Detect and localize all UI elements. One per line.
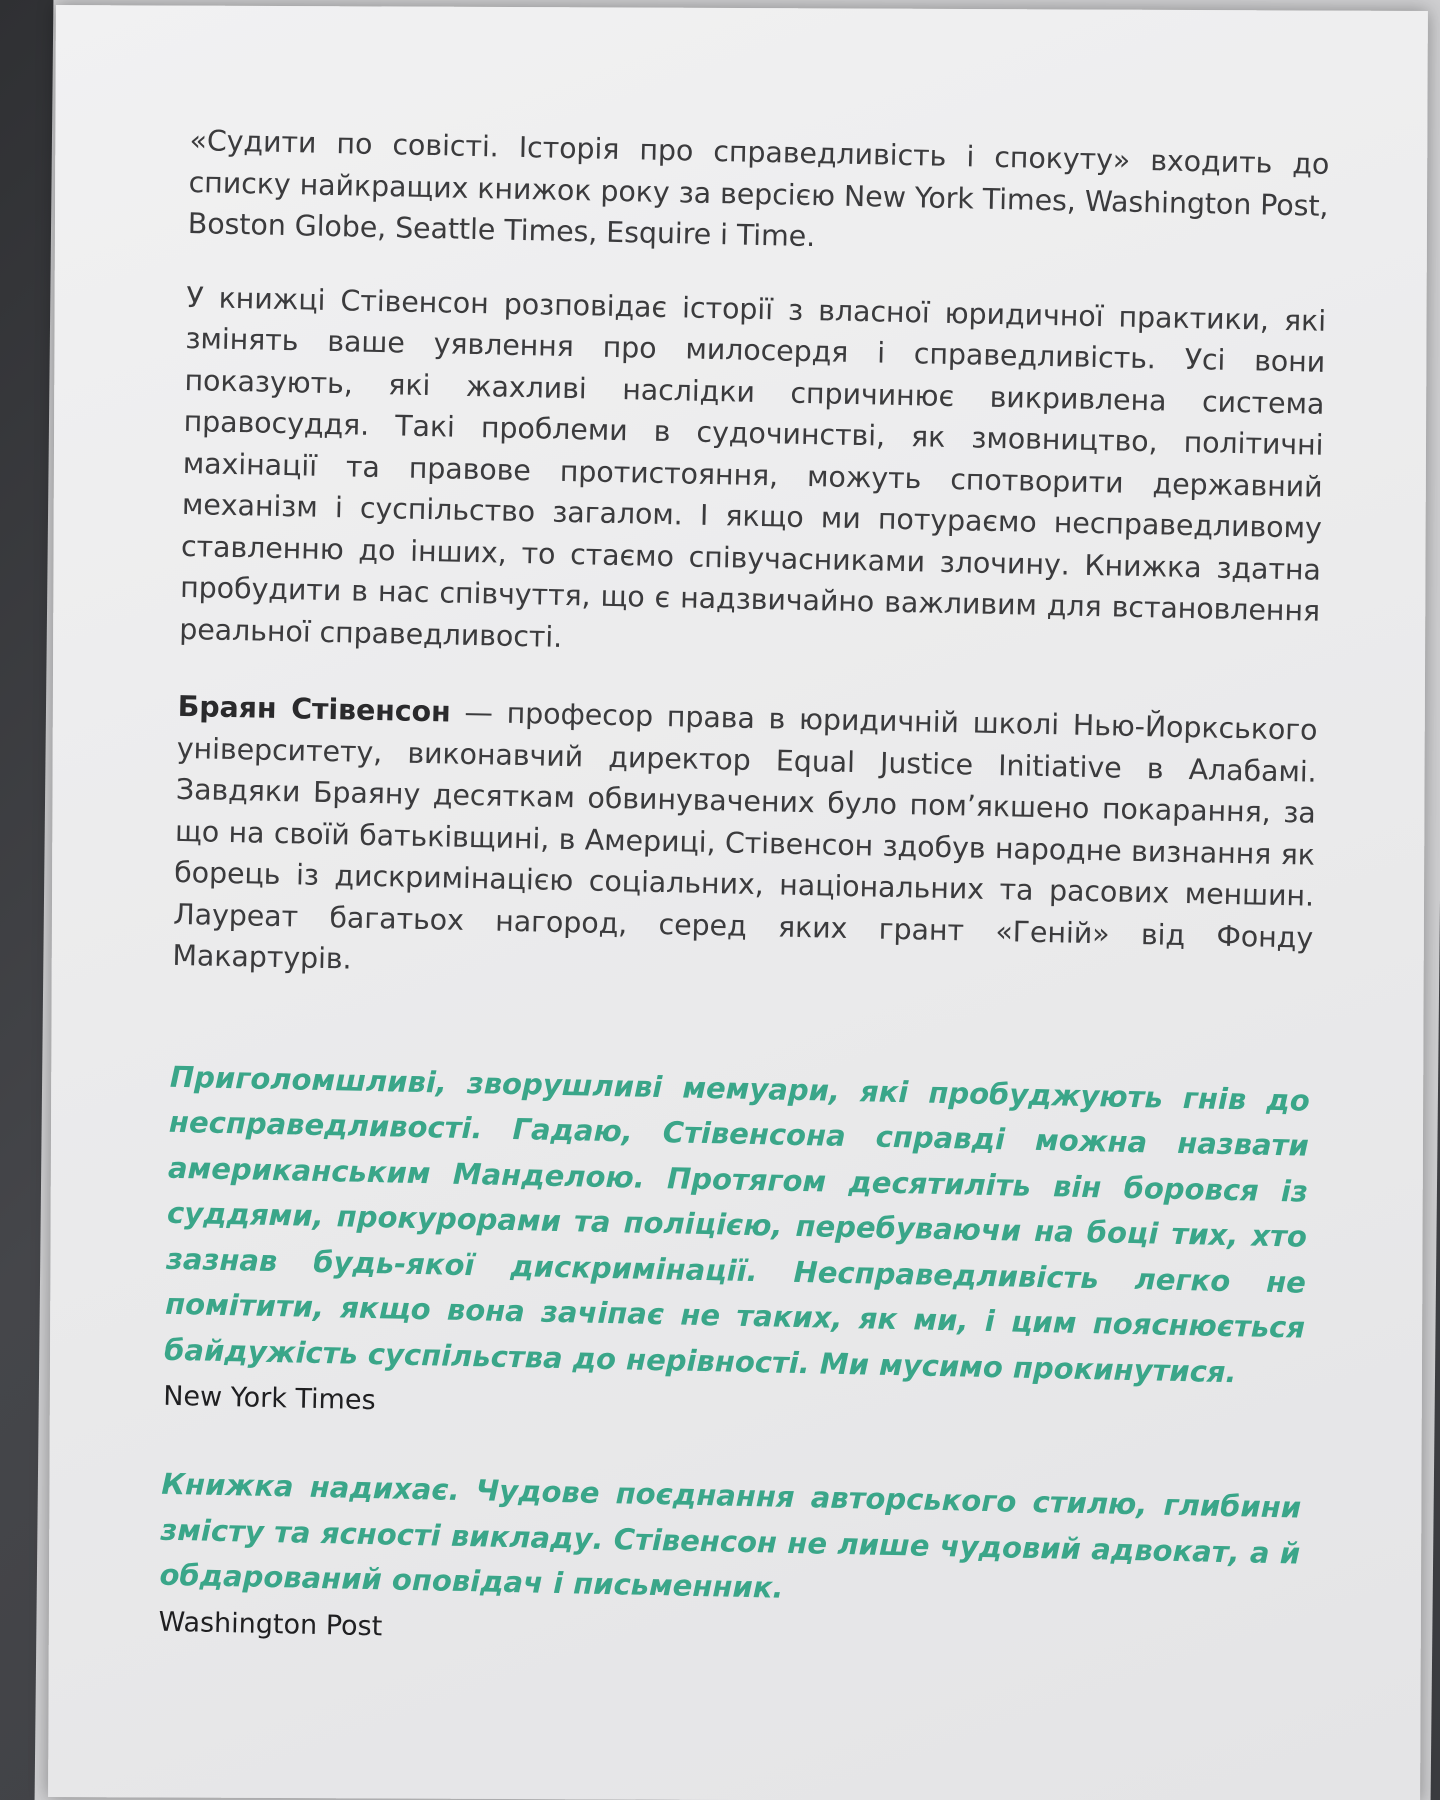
cover-text-block bbox=[158, 120, 1330, 1661]
review-source-wapo: Washington Post bbox=[158, 1606, 383, 1642]
summary-paragraph: У книжці Стівенсон розповідає історії з власної юридичної практики, які змінять ваше уявлення про милосердя і справедливість. Усі вони показують, які жахливі наслідки спричинює викривлена система правосуддя. Такі проблеми в судочинстві, як змовництво, політичні махінації та правове протистояння, можуть спотворити державний механізм і суспільство загалом. І якщо ми потураємо несправедливому ставленню до інших, то стаємо співучасниками злочину. Книжка здатна пробудити в нас співчуття, що є надзвичайно важливим для встановлення реальної справедливості. bbox=[178, 280, 1327, 654]
review-quote-nyt: Приголомшливі, зворушливі мемуари, які пробуджують гнів до несправедливості. Гадаю, Стівенсона справді можна назвати американським Манделою. Протягом десятиліть він боровся із суддями, прокурорами та поліцією, перебуваючи на боці тих, хто зазнав будь-якої дискримінації. Несправедливість легко не помітити, якщо вона зачіпає не таких, як ми, і цим пояснюється байдужість суспільства до нерівності. Ми мусимо прокинутися. bbox=[163, 1059, 1311, 1389]
author-paragraph bbox=[172, 686, 1318, 1000]
author-name: Браян Стівенсон bbox=[177, 689, 452, 729]
intro-paragraph: «Судити по совісті. Історія про справедливість і спокуту» входить до списку найкращих книжок року за версією New York Times, Washington Post, Boston Globe, Seattle Times, Esquire і Time. bbox=[187, 123, 1330, 254]
review-source-nyt: New York Times bbox=[162, 1380, 376, 1417]
review-quote-wapo: Книжка надихає. Чудове поєднання авторського стилю, глибини змісту та ясності викладу. Стівенсон не лише чудовий адвокат, а й обдарований оповідач і письменник. bbox=[159, 1466, 1302, 1605]
author-bio: — професор права в юридичній школі Нью-Йоркського університету, виконавчий директор Equal Justice Initiative в Алабамі. Завдяки Браяну десяткам обвинувачених було пом’якшено покарання, за що на своїй батьківщині, в Америці, Стівенсон здобув народне визнання як борець із дискримінацією соціальних, національних та расових меншин. Лауреат багатьох нагород, серед яких грант «Геній» від Фонду Макартурів. bbox=[172, 695, 1318, 976]
